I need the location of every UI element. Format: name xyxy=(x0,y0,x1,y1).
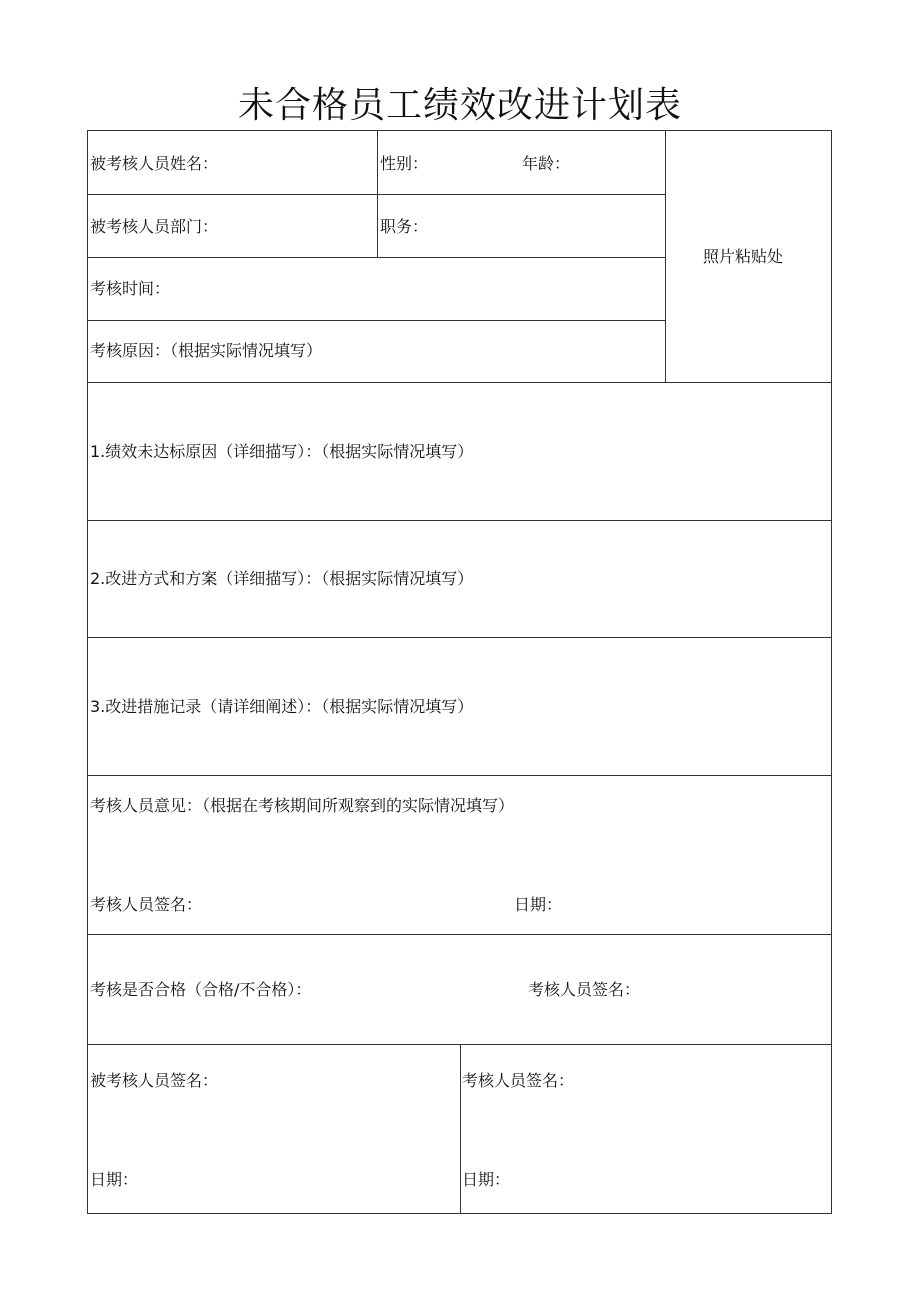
employee-name-field[interactable]: 被考核人员姓名： xyxy=(90,154,219,173)
opinion-date-field[interactable]: 日期： xyxy=(514,895,563,914)
page-title: 未合格员工绩效改进计划表 xyxy=(237,85,682,126)
reviewer-opinion-field[interactable]: 考核人员意见：（根据在考核期间所观察到的实际情况填写） xyxy=(90,796,515,815)
employee-date-field[interactable]: 日期： xyxy=(90,1170,139,1189)
improvement-record-field[interactable]: 3.改进措施记录（请详细阐述）：（根据实际情况填写） xyxy=(90,697,474,716)
department-field[interactable]: 被考核人员部门： xyxy=(90,217,219,236)
performance-gap-reason-field[interactable]: 1.绩效未达标原因（详细描写）：（根据实际情况填写） xyxy=(90,442,474,461)
improvement-plan-field[interactable]: 2.改进方式和方案（详细描写）：（根据实际情况填写） xyxy=(90,569,474,588)
reviewer-signature-field[interactable]: 考核人员签名： xyxy=(90,895,203,914)
review-reason-field[interactable]: 考核原因：（根据实际情况填写） xyxy=(90,341,323,360)
gender-field[interactable]: 性别： xyxy=(380,154,429,173)
divider xyxy=(88,637,831,638)
divider xyxy=(88,382,831,383)
employee-signature-field[interactable]: 被考核人员签名： xyxy=(90,1071,219,1090)
position-field[interactable]: 职务： xyxy=(380,217,429,236)
review-time-field[interactable]: 考核时间： xyxy=(90,279,171,298)
form-table xyxy=(87,130,832,1214)
divider xyxy=(88,934,831,935)
divider xyxy=(377,131,378,257)
age-field[interactable]: 年龄： xyxy=(522,154,571,173)
pass-result-field[interactable]: 考核是否合格（合格/不合格）： xyxy=(90,980,312,999)
divider xyxy=(88,320,666,321)
photo-placeholder: 照片粘贴处 xyxy=(703,247,784,266)
footer-reviewer-signature-field[interactable]: 考核人员签名： xyxy=(462,1071,575,1090)
divider xyxy=(665,131,666,382)
divider xyxy=(88,257,666,258)
divider xyxy=(88,775,831,776)
divider xyxy=(460,1044,461,1214)
footer-reviewer-date-field[interactable]: 日期： xyxy=(462,1170,511,1189)
divider xyxy=(88,520,831,521)
result-reviewer-signature-field[interactable]: 考核人员签名： xyxy=(528,980,641,999)
